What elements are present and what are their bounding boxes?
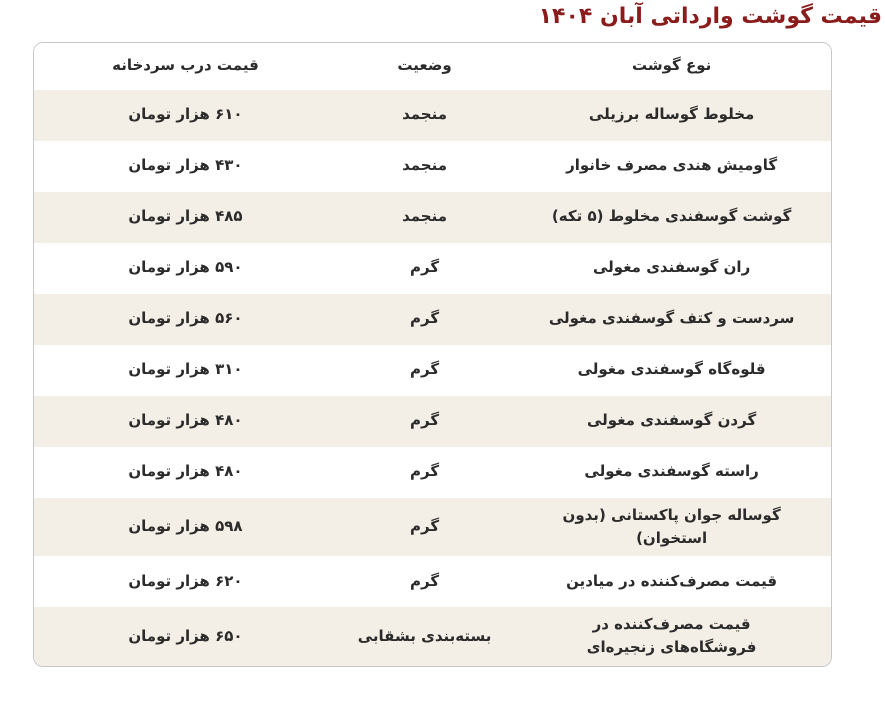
meat-type-cell: راسته گوسفندی مغولی — [584, 462, 759, 481]
status-cell: منجمد — [402, 207, 448, 226]
status-cell: بسته‌بندی بشقابی — [357, 626, 492, 645]
price-cell: ۶۵۰ هزار تومان — [128, 626, 243, 645]
meat-type-cell: قیمت مصرف‌کننده در میادین — [566, 571, 778, 590]
meat-type-cell: سردست و کتف گوسفندی مغولی — [548, 309, 795, 328]
price-cell: ۳۱۰ هزار تومان — [128, 360, 243, 379]
meat-type-cell: گوساله جوان پاکستانی (بدون استخوان) — [562, 505, 781, 547]
table-row — [34, 556, 831, 607]
table-row — [34, 141, 831, 192]
table-row — [34, 243, 831, 294]
meat-type-cell: گردن گوسفندی مغولی — [587, 411, 757, 430]
price-cell: ۵۹۸ هزار تومان — [128, 517, 243, 536]
status-cell: گرم — [410, 309, 440, 328]
meat-type-cell: گوشت گوسفندی مخلوط (۵ تکه) — [551, 207, 792, 226]
price-cell: ۴۸۵ هزار تومان — [128, 207, 243, 226]
price-cell: ۵۹۰ هزار تومان — [128, 258, 243, 277]
table-row — [34, 345, 831, 396]
table-body — [34, 90, 831, 666]
status-cell: گرم — [410, 360, 440, 379]
column-header-status: وضعیت — [397, 56, 452, 75]
table-row — [34, 396, 831, 447]
table-row — [34, 447, 831, 498]
price-cell: ۶۱۰ هزار تومان — [128, 105, 243, 124]
price-cell: ۴۸۰ هزار تومان — [128, 411, 243, 430]
meat-type-cell: ران گوسفندی مغولی — [593, 258, 751, 277]
page-title: قیمت گوشت وارداتی آبان ۱۴۰۴ — [538, 4, 882, 29]
price-cell: ۴۸۰ هزار تومان — [128, 462, 243, 481]
status-cell: منجمد — [402, 105, 448, 124]
table-row — [34, 607, 831, 666]
column-header-meat-type: نوع گوشت — [631, 56, 712, 75]
table-row — [34, 192, 831, 243]
table-row — [34, 90, 831, 141]
status-cell: گرم — [410, 258, 440, 277]
table-header-row — [34, 43, 831, 90]
column-header-price: قیمت درب سردخانه — [112, 56, 259, 75]
status-cell: گرم — [410, 517, 440, 536]
table-row — [34, 294, 831, 345]
status-cell: منجمد — [402, 156, 448, 175]
table-row — [34, 498, 831, 557]
price-cell: ۴۳۰ هزار تومان — [128, 156, 243, 175]
meat-type-cell: مخلوط گوساله برزیلی — [588, 105, 755, 124]
meat-price-table — [33, 42, 832, 667]
meat-type-cell: قیمت مصرف‌کننده در فروشگاه‌های زنجیره‌ای — [586, 615, 757, 657]
meat-type-cell: گاومیش هندی مصرف خانوار — [566, 156, 778, 175]
price-cell: ۶۲۰ هزار تومان — [128, 571, 243, 590]
status-cell: گرم — [410, 462, 440, 481]
meat-type-cell: قلوه‌گاه گوسفندی مغولی — [577, 360, 766, 379]
status-cell: گرم — [410, 571, 440, 590]
price-cell: ۵۶۰ هزار تومان — [128, 309, 243, 328]
status-cell: گرم — [410, 411, 440, 430]
